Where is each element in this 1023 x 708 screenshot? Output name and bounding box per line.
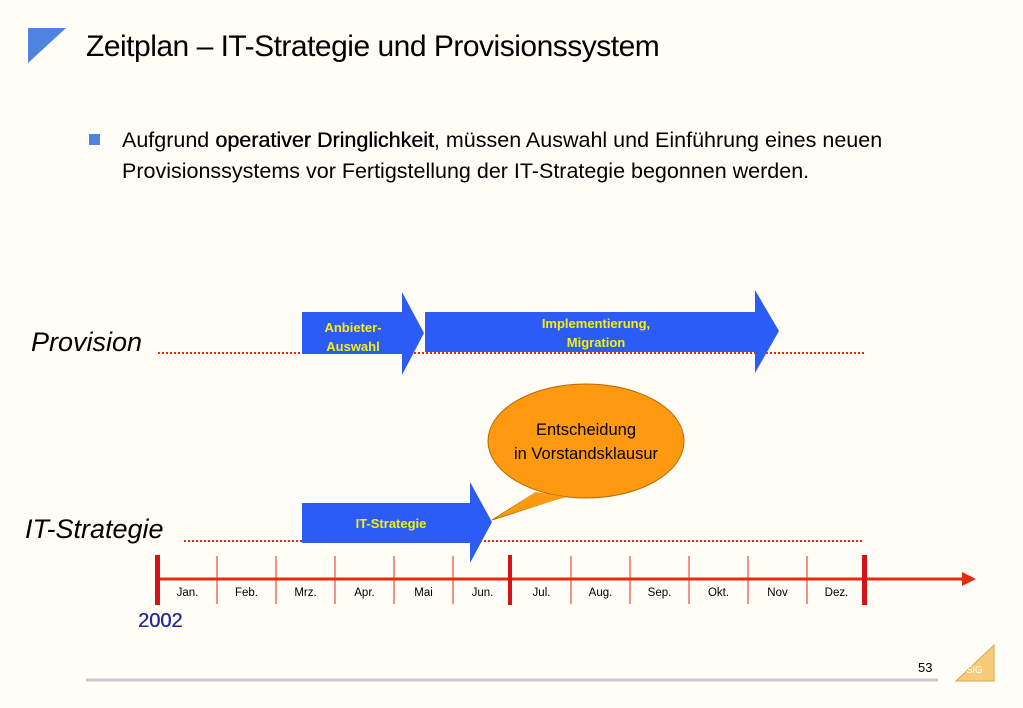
month-label: Mrz. — [294, 587, 317, 599]
timeline-arrowhead — [962, 572, 976, 586]
month-label: Mai — [414, 587, 433, 599]
implementation-arrow-label — [426, 314, 766, 352]
year-label: 2002 — [138, 610, 183, 632]
anbieter-label-line2: Auswahl — [326, 339, 380, 354]
bullet-square-icon — [89, 134, 100, 145]
impl-label-line1: Implementierung, — [541, 316, 651, 331]
anbieter-arrow-label — [303, 318, 403, 356]
page-number: 53 — [918, 660, 933, 675]
bubble-text — [488, 418, 684, 466]
month-label: Sep. — [647, 587, 672, 599]
corner-triangle-icon — [28, 28, 66, 63]
row-label-provision: Provision — [31, 327, 143, 357]
bullet-paragraph — [122, 125, 942, 187]
anbieter-label-line1: Anbieter- — [324, 320, 382, 335]
month-label: Nov — [767, 587, 788, 599]
month-label: Aug. — [588, 587, 613, 599]
bubble-line2: in Vorstandsklausur — [514, 445, 658, 463]
page-title: Zeitplan – IT-Strategie und Provisionssystem — [86, 30, 660, 63]
month-label: Feb. — [234, 587, 258, 599]
month-label: Jul. — [532, 587, 551, 599]
bubble-line1: Entscheidung — [536, 421, 636, 439]
row-label-it-strategy: IT-Strategie — [25, 514, 164, 544]
month-label: Jan. — [176, 587, 199, 599]
bullet-text-pre: Aufgrund — [122, 128, 216, 152]
month-label: Okt. — [707, 587, 730, 599]
it-strategy-arrow-label: IT-Strategie — [355, 516, 427, 531]
month-label: Apr. — [354, 587, 375, 599]
impl-label-line2: Migration — [566, 335, 626, 350]
month-label: Jun. — [471, 587, 494, 599]
logo-text: SiG — [966, 665, 983, 676]
bullet-text-bold: operativer Dringlichkeit — [215, 128, 434, 152]
month-label: Dez. — [824, 587, 849, 599]
bullet-text-post: , müssen Auswahl und Einführung eines neuen Provisionssystems vor Fertigstellung der IT-Strategie begonnen werden. — [122, 128, 883, 183]
